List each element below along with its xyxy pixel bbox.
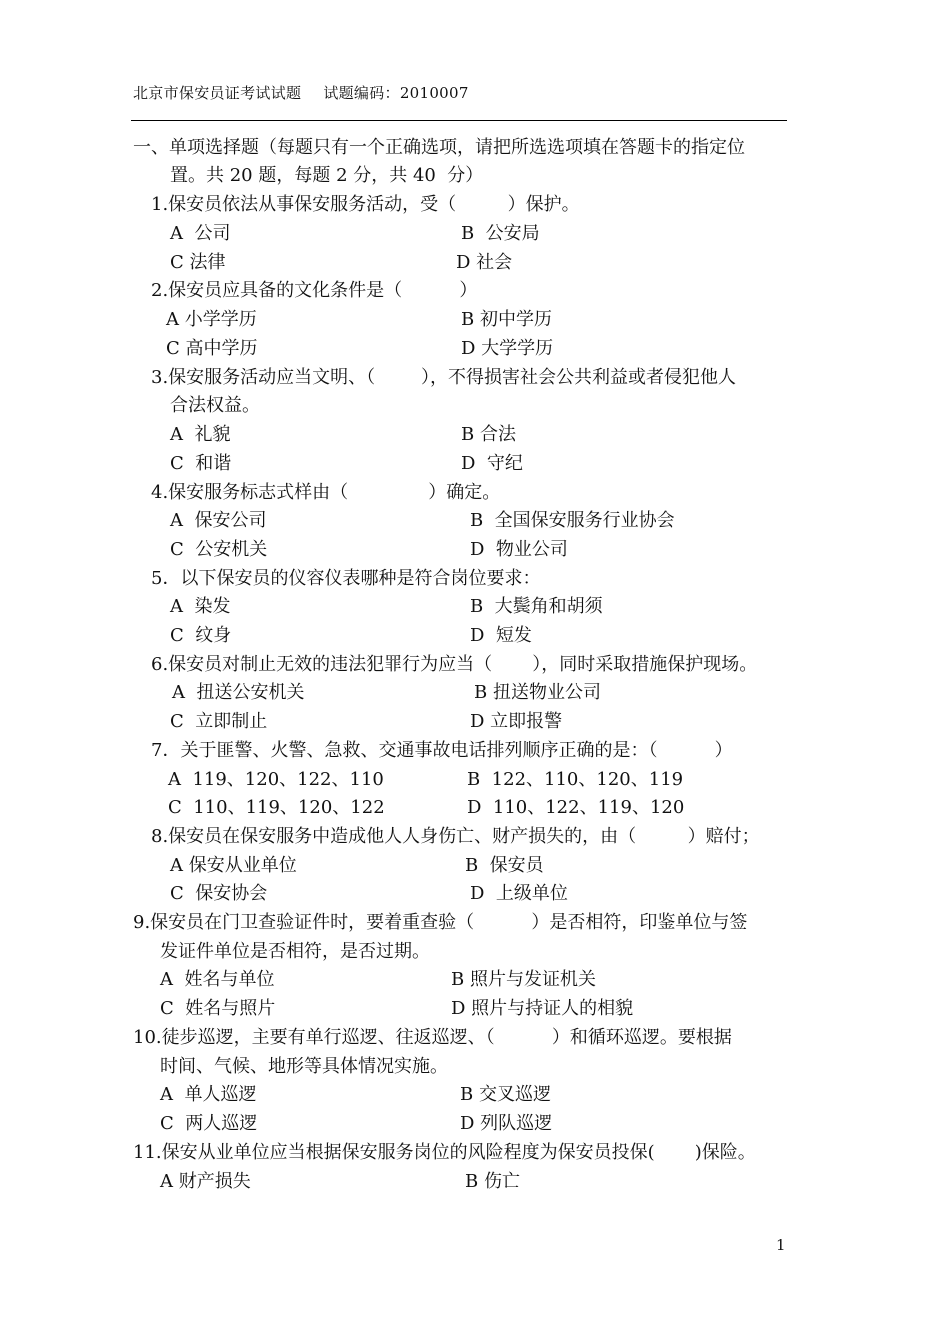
option-d: D 立即报警 [470, 711, 563, 732]
option-b: B 保安员 [465, 855, 544, 876]
option-c: C 两人巡逻 [160, 1113, 258, 1134]
section-heading-cont: 置。共 20 题，每题 2 分，共 40 分） [170, 165, 484, 186]
option-b: B 初中学历 [461, 309, 552, 330]
option-d: D 守纪 [461, 453, 523, 474]
option-b: B 扭送物业公司 [474, 682, 601, 703]
option-b: B 伤亡 [465, 1171, 520, 1192]
option-d: D 社会 [456, 252, 513, 273]
option-c: C 和谐 [170, 453, 232, 474]
option-a: A 119、120、122、110 [168, 769, 384, 790]
option-c: C 立即制止 [170, 711, 268, 732]
question-stem: 8.保安员在保安服务中造成他人人身伤亡、财产损失的，由（ ）赔付； [151, 826, 760, 847]
question-stem: 7．关于匪警、火警、急救、交通事故电话排列顺序正确的是：（ ） [151, 740, 733, 761]
question-stem: 4.保安服务标志式样由（ ）确定。 [151, 482, 501, 503]
section-heading: 一、单项选择题（每题只有一个正确选项，请把所选选项填在答题卡的指定位 [133, 137, 745, 158]
option-b: B 122、110、120、119 [467, 769, 684, 790]
option-d: D 照片与持证人的相貌 [451, 998, 634, 1019]
option-a: A 扭送公安机关 [172, 682, 305, 703]
option-a: A 保安公司 [170, 510, 267, 531]
question-stem: 5．以下保安员的仪容仪表哪种是符合岗位要求： [151, 568, 541, 589]
header-divider [131, 120, 787, 121]
option-b: B 全国保安服务行业协会 [470, 510, 675, 531]
option-d: D 大学学历 [461, 338, 554, 359]
page-number: 1 [776, 1236, 786, 1254]
question-stem: 9.保安员在门卫查验证件时，要着重查验（ ）是否相符，印鉴单位与签 [133, 912, 748, 933]
question-stem: 6.保安员对制止无效的违法犯罪行为应当（ ），同时采取措施保护现场。 [151, 654, 758, 675]
option-b: B 交叉巡逻 [460, 1084, 551, 1105]
question-stem: 11.保安从业单位应当根据保安服务岗位的风险程度为保安员投保( )保险。 [133, 1142, 756, 1163]
option-d: D 短发 [470, 625, 532, 646]
option-c: C 纹身 [170, 625, 232, 646]
option-a: A 保安从业单位 [170, 855, 297, 876]
option-a: A 姓名与单位 [160, 969, 275, 990]
option-a: A 单人巡逻 [160, 1084, 257, 1105]
option-c: C 保安协会 [170, 883, 268, 904]
option-a: A 小学学历 [166, 309, 257, 330]
option-a: A 礼貌 [170, 424, 231, 445]
option-d: D 上级单位 [470, 883, 568, 904]
question-stem: 10.徒步巡逻，主要有单行巡逻、往返巡逻、（ ）和循环巡逻。要根据 [133, 1027, 732, 1048]
option-c: C 姓名与照片 [160, 998, 276, 1019]
question-stem: 3.保安服务活动应当文明、（ ），不得损害社会公共利益或者侵犯他人 [151, 367, 736, 388]
exam-title: 北京市保安员证考试试题 [133, 84, 302, 102]
option-b: B 合法 [461, 424, 516, 445]
option-c: C 高中学历 [166, 338, 258, 359]
exam-code: 试题编码：2010007 [323, 84, 469, 102]
option-d: D 列队巡逻 [460, 1113, 553, 1134]
question-stem-cont: 合法权益。 [170, 395, 260, 416]
question-stem: 2.保安员应具备的文化条件是（ ） [151, 280, 478, 301]
option-b: B 照片与发证机关 [451, 969, 596, 990]
question-stem-cont: 时间、气候、地形等具体情况实施。 [160, 1056, 448, 1077]
option-c: C 法律 [170, 252, 226, 273]
option-c: C 公安机关 [170, 539, 268, 560]
option-b: B 公安局 [461, 223, 540, 244]
option-c: C 110、119、120、122 [168, 797, 385, 818]
option-b: B 大鬓角和胡须 [470, 596, 603, 617]
option-d: D 物业公司 [470, 539, 568, 560]
question-stem: 1.保安员依法从事保安服务活动，受（ ）保护。 [151, 194, 580, 215]
option-a: A 染发 [170, 596, 231, 617]
option-d: D 110、122、119、120 [467, 797, 685, 818]
question-stem-cont: 发证件单位是否相符，是否过期。 [160, 941, 430, 962]
option-a: A 财产损失 [160, 1171, 251, 1192]
option-a: A 公司 [170, 223, 231, 244]
document-header [133, 82, 469, 103]
